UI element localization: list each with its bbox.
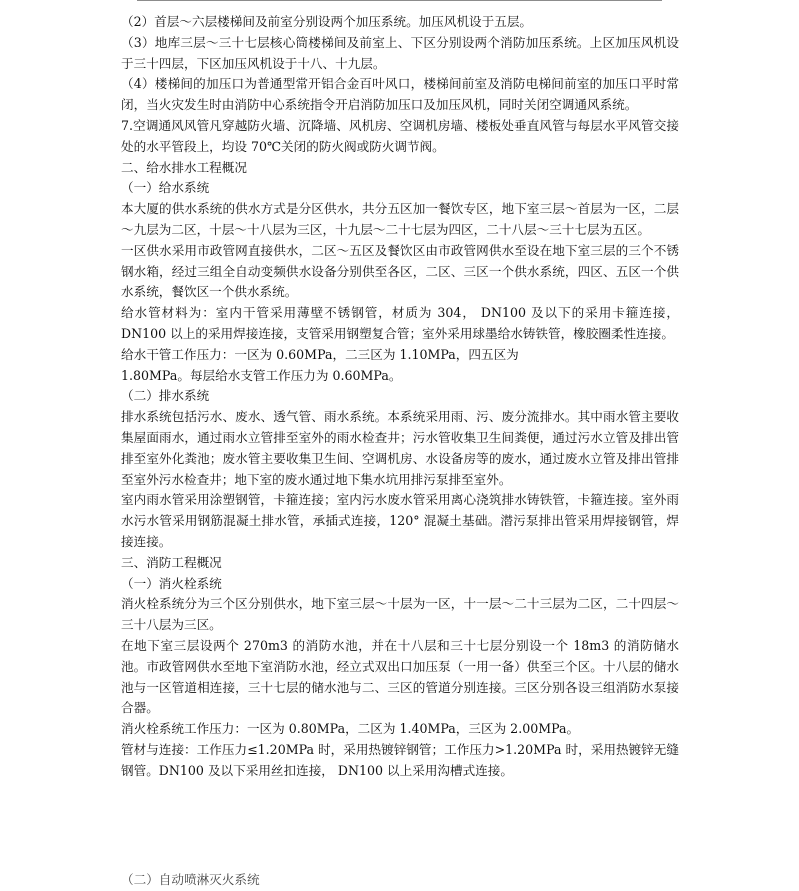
paragraph-drainage-pipes: 室内雨水管采用涂塑钢管，卡箍连接；室内污水废水管采用离心浇筑排水铸铁管，卡箍连接。室外雨水污水管采用钢筋混凝土排水管，承插式连接，120° 混凝土基础。潜污泵排出管采用焊接钢管，焊接连接。 (121, 492, 679, 549)
paragraph-pressure-2: 1.80MPa。每层给水支管工作压力为 0.60MPa。 (121, 367, 402, 383)
paragraph-hydrant-pressure: 消火栓系统工作压力：一区为 0.80MPa，二区为 1.40MPa，三区为 2.00MPa。 (121, 721, 580, 737)
subheading-water-supply: （一）给水系统 (121, 180, 210, 196)
section-heading-2: 二、给水排水工程概况 (121, 159, 247, 175)
section-heading-3: 三、消防工程概况 (121, 554, 222, 570)
paragraph-3: （4）楼梯间的加压口为普通型常开铝合金百叶风口，楼梯间前室及消防电梯间前室的加压口平时常闭，当火灾发生时由消防中心系统指令开启消防加压口及加压风机，同时关闭空调通风系统。 (121, 76, 679, 113)
paragraph-4: 7.空调通风风管凡穿越防火墙、沉降墙、风机房、空调机房墙、楼板处垂直风管与每层水平风管交接处的水平管段上，均设 70℃关闭的防火阀或防火调节阀。 (121, 117, 679, 154)
paragraph-hydrant-zones: 消火栓系统分为三个区分别供水，地下室三层～十层为一区，十一层～二十三层为二区，二十四层～三十八层为三区。 (121, 596, 679, 633)
subheading-hydrant: （一）消火栓系统 (121, 575, 222, 591)
paragraph-hydrant-pipes: 管材与连接：工作压力≤1.20MPa 时，采用热镀锌钢管；工作压力>1.20MPa 时，采用热镀锌无缝钢管。DN100 及以下采用丝扣连接， DN100 以上采用沟槽式连接。 (121, 741, 679, 778)
paragraph-pipe-material: 给水管材料为：室内干管采用薄壁不锈钢管，材质为 304， DN100 及以下的采用卡箍连接，DN100 以上的采用焊接连接，支管采用钢塑复合管；室外采用球墨给水铸铁管，橡胶圈柔性连接。 (121, 305, 679, 341)
paragraph-1: （2）首层～六层楼梯间及前室分别设两个加压系统。加压风机设于五层。 (121, 14, 533, 29)
paragraph-supply-method: 一区供水采用市政管网直接供水，二区～五区及餐饮区由市政管网供水至设在地下室三层的三个不锈钢水箱，经过三组全自动变频供水设备分别供至各区，二区、三区一个供水系统，四区、五区一个供水系统，餐饮区一个供水系统。 (121, 242, 679, 300)
paragraph-hydrant-tanks: 在地下室三层设两个 270m3 的消防水池，并在十八层和三十七层分别设一个 18m3 的消防储水池。市政管网供水至地下室消防水池，经立式双出口加压泵（一用一备）供至三个区。十八层的储水池与一区管道相连接，三十七层的储水池与二、三区的管道分别连接。三区分别各设三组消防水泵接合器。 (121, 637, 679, 716)
paragraph-drainage-system: 排水系统包括污水、废水、透气管、雨水系统。本系统采用雨、污、废分流排水。其中雨水管主要收集屋面雨水，通过雨水立管排至室外的雨水检查井；污水管收集卫生间粪便，通过污水立管及排出管排至室外化粪池；废水管主要收集卫生间、空调机房、水设备房等的废水，通过废水立管及排出管排至室外污水检查井；地下室的废水通过地下集水坑用排污泵排至室外。 (121, 409, 679, 487)
subheading-drainage: （二）排水系统 (121, 388, 210, 404)
cutoff-heading-sprinkler: （二）自动喷淋灭火系统 (121, 873, 260, 887)
paragraph-pressure-1: 给水干管工作压力：一区为 0.60MPa，二三区为 1.10MPa，四五区为 (121, 346, 519, 362)
paragraph-2: （3）地库三层～三十七层核心筒楼梯间及前室上、下区分别设两个消防加压系统。上区加压风机设于三十四层，下区加压风机设于十八、十九层。 (121, 34, 679, 71)
paragraph-supply-zones: 本大厦的供水系统的供水方式是分区供水，共分五区加一餐饮专区，地下室三层～首层为一区，二层～九层为二区，十层～十八层为三区，十九层～二十七层为四区，二十八层～三十七层为五区。 (121, 201, 679, 237)
